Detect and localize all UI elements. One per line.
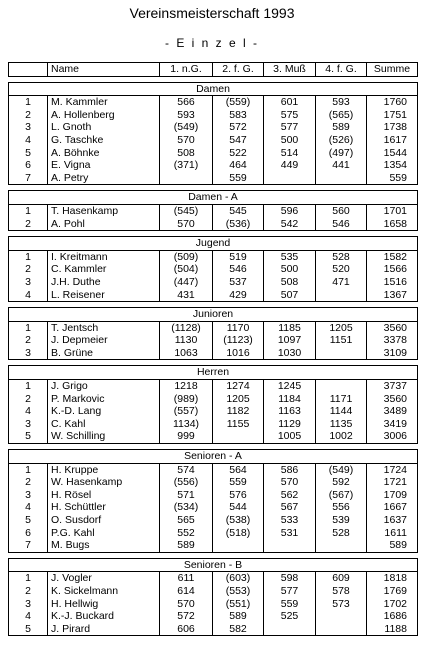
round-4-cell: (549): [316, 463, 367, 476]
round-1-cell: (1128): [160, 321, 213, 334]
results-table: [8, 62, 418, 636]
round-4-cell: [316, 172, 367, 185]
section-header-row: [9, 366, 418, 380]
round-1-cell: 565: [160, 514, 213, 527]
rank-cell: 5: [9, 430, 48, 443]
round-3-cell: 1245: [264, 380, 316, 393]
name-cell: W. Hasenkamp: [48, 476, 160, 489]
round-1-cell: 508: [160, 147, 213, 160]
round-2-cell: (536): [213, 218, 264, 231]
round-4-cell: 592: [316, 476, 367, 489]
name-cell: G. Taschke: [48, 134, 160, 147]
round-4-cell: (526): [316, 134, 367, 147]
table-row: [9, 572, 418, 585]
table-row: [9, 334, 418, 347]
table-row: [9, 501, 418, 514]
table-row: [9, 134, 418, 147]
round-2-cell: 576: [213, 489, 264, 502]
total-cell: 1367: [367, 289, 418, 302]
round-2-cell: [213, 430, 264, 443]
name-cell: J.H. Duthe: [48, 276, 160, 289]
round-2-cell: 583: [213, 109, 264, 122]
round-2-cell: 559: [213, 476, 264, 489]
round-1-cell: (545): [160, 204, 213, 217]
round-2-cell: 1155: [213, 418, 264, 431]
name-cell: A. Böhnke: [48, 147, 160, 160]
round-4-cell: 593: [316, 96, 367, 109]
rank-cell: 3: [9, 276, 48, 289]
round-1-cell: (447): [160, 276, 213, 289]
round-3-cell: 596: [264, 204, 316, 217]
round-1-cell: 570: [160, 598, 213, 611]
rank-cell: 1: [9, 204, 48, 217]
section-header-row: [9, 450, 418, 464]
section-title: Damen - A: [9, 191, 418, 205]
round-4-cell: [316, 610, 367, 623]
section-title: Senioren - A: [9, 450, 418, 464]
round-4-cell: [316, 289, 367, 302]
total-cell: 1751: [367, 109, 418, 122]
round-3-cell: 567: [264, 501, 316, 514]
round-2-cell: 1016: [213, 347, 264, 360]
round-3-cell: 1129: [264, 418, 316, 431]
rank-cell: 5: [9, 147, 48, 160]
total-cell: 3378: [367, 334, 418, 347]
table-row: [9, 347, 418, 360]
total-cell: 1709: [367, 489, 418, 502]
round-1-cell: 1134): [160, 418, 213, 431]
round-2-cell: 559: [213, 172, 264, 185]
round-3-cell: 562: [264, 489, 316, 502]
rank-cell: 2: [9, 109, 48, 122]
round-3-cell: 514: [264, 147, 316, 160]
table-row: [9, 147, 418, 160]
round-2-cell: 582: [213, 623, 264, 636]
header-total: Summe: [367, 63, 418, 77]
table-header-row: [9, 63, 418, 77]
table-row: [9, 539, 418, 552]
table-row: [9, 610, 418, 623]
rank-cell: 4: [9, 134, 48, 147]
rank-cell: 7: [9, 539, 48, 552]
round-1-cell: 1218: [160, 380, 213, 393]
header-round-2: 2. f. G.: [213, 63, 264, 77]
table-row: [9, 585, 418, 598]
round-4-cell: 1151: [316, 334, 367, 347]
rank-cell: 4: [9, 610, 48, 623]
round-1-cell: 571: [160, 489, 213, 502]
round-4-cell: 528: [316, 250, 367, 263]
total-cell: 3737: [367, 380, 418, 393]
round-2-cell: 572: [213, 121, 264, 134]
round-4-cell: 609: [316, 572, 367, 585]
round-4-cell: 539: [316, 514, 367, 527]
round-2-cell: 546: [213, 263, 264, 276]
round-1-cell: (549): [160, 121, 213, 134]
table-row: [9, 393, 418, 406]
round-1-cell: 1063: [160, 347, 213, 360]
total-cell: 1566: [367, 263, 418, 276]
name-cell: A. Petry: [48, 172, 160, 185]
document-subtitle: - E i n z e l -: [164, 36, 259, 50]
round-3-cell: 575: [264, 109, 316, 122]
section-title: Herren: [9, 366, 418, 380]
round-1-cell: 589: [160, 539, 213, 552]
round-3-cell: 500: [264, 134, 316, 147]
name-cell: J. Pirard: [48, 623, 160, 636]
rank-cell: 2: [9, 334, 48, 347]
rank-cell: 1: [9, 250, 48, 263]
round-4-cell: 573: [316, 598, 367, 611]
round-1-cell: 570: [160, 218, 213, 231]
round-3-cell: 1097: [264, 334, 316, 347]
total-cell: 3109: [367, 347, 418, 360]
rank-cell: 4: [9, 405, 48, 418]
total-cell: 1667: [367, 501, 418, 514]
round-4-cell: 471: [316, 276, 367, 289]
round-2-cell: [213, 539, 264, 552]
header-round-3: 3. Muß: [264, 63, 316, 77]
name-cell: A. Hollenberg: [48, 109, 160, 122]
rank-cell: 3: [9, 598, 48, 611]
round-4-cell: (565): [316, 109, 367, 122]
table-row: [9, 418, 418, 431]
round-2-cell: 545: [213, 204, 264, 217]
table-row: [9, 276, 418, 289]
round-2-cell: 519: [213, 250, 264, 263]
round-3-cell: 531: [264, 527, 316, 540]
round-2-cell: 464: [213, 159, 264, 172]
round-3-cell: 507: [264, 289, 316, 302]
header-round-4: 4. f. G.: [316, 63, 367, 77]
round-4-cell: 520: [316, 263, 367, 276]
round-1-cell: 431: [160, 289, 213, 302]
round-4-cell: (497): [316, 147, 367, 160]
table-row: [9, 476, 418, 489]
rank-cell: 3: [9, 418, 48, 431]
total-cell: 1354: [367, 159, 418, 172]
round-3-cell: [264, 539, 316, 552]
name-cell: P.G. Kahl: [48, 527, 160, 540]
table-row: [9, 250, 418, 263]
rank-cell: 7: [9, 172, 48, 185]
total-cell: 1701: [367, 204, 418, 217]
round-1-cell: (989): [160, 393, 213, 406]
round-1-cell: 566: [160, 96, 213, 109]
round-1-cell: 999: [160, 430, 213, 443]
total-cell: 589: [367, 539, 418, 552]
table-row: [9, 463, 418, 476]
header-round-1: 1. n.G.: [160, 63, 213, 77]
round-4-cell: 441: [316, 159, 367, 172]
round-4-cell: 1171: [316, 393, 367, 406]
rank-cell: 1: [9, 96, 48, 109]
round-1-cell: 614: [160, 585, 213, 598]
section-header-row: [9, 308, 418, 322]
table-row: [9, 514, 418, 527]
round-3-cell: 533: [264, 514, 316, 527]
table-row: [9, 109, 418, 122]
round-4-cell: [316, 623, 367, 636]
table-row: [9, 321, 418, 334]
total-cell: 1544: [367, 147, 418, 160]
name-cell: H. Kruppe: [48, 463, 160, 476]
total-cell: 1721: [367, 476, 418, 489]
round-4-cell: 589: [316, 121, 367, 134]
name-cell: J. Grigo: [48, 380, 160, 393]
table-row: [9, 380, 418, 393]
rank-cell: 2: [9, 263, 48, 276]
round-1-cell: 552: [160, 527, 213, 540]
round-4-cell: [316, 539, 367, 552]
round-1-cell: (371): [160, 159, 213, 172]
rank-cell: 1: [9, 572, 48, 585]
name-cell: K. Sickelmann: [48, 585, 160, 598]
rank-cell: 5: [9, 623, 48, 636]
name-cell: B. Grüne: [48, 347, 160, 360]
name-cell: K.-D. Lang: [48, 405, 160, 418]
section-title: Senioren - B: [9, 558, 418, 572]
rank-cell: 1: [9, 321, 48, 334]
round-4-cell: 560: [316, 204, 367, 217]
name-cell: C. Kammler: [48, 263, 160, 276]
name-cell: I. Kreitmann: [48, 250, 160, 263]
round-2-cell: 1274: [213, 380, 264, 393]
total-cell: 1188: [367, 623, 418, 636]
results-body: [9, 76, 418, 636]
round-1-cell: 570: [160, 134, 213, 147]
total-cell: 1658: [367, 218, 418, 231]
total-cell: 1516: [367, 276, 418, 289]
round-3-cell: 559: [264, 598, 316, 611]
table-row: [9, 204, 418, 217]
name-cell: W. Schilling: [48, 430, 160, 443]
total-cell: 559: [367, 172, 418, 185]
rank-cell: 4: [9, 501, 48, 514]
round-4-cell: 578: [316, 585, 367, 598]
total-cell: 3560: [367, 393, 418, 406]
round-4-cell: 1144: [316, 405, 367, 418]
round-1-cell: (534): [160, 501, 213, 514]
name-cell: O. Susdorf: [48, 514, 160, 527]
name-cell: K.-J. Buckard: [48, 610, 160, 623]
total-cell: 1738: [367, 121, 418, 134]
total-cell: 1686: [367, 610, 418, 623]
table-row: [9, 218, 418, 231]
round-4-cell: 528: [316, 527, 367, 540]
round-4-cell: [316, 347, 367, 360]
round-1-cell: (556): [160, 476, 213, 489]
round-1-cell: 574: [160, 463, 213, 476]
round-2-cell: (603): [213, 572, 264, 585]
section-title: Junioren: [9, 308, 418, 322]
document-title: Vereinsmeisterschaft 1993: [129, 5, 295, 21]
round-1-cell: 1130: [160, 334, 213, 347]
name-cell: J. Depmeier: [48, 334, 160, 347]
section-header-row: [9, 191, 418, 205]
round-4-cell: 1002: [316, 430, 367, 443]
round-3-cell: 542: [264, 218, 316, 231]
round-3-cell: 508: [264, 276, 316, 289]
table-row: [9, 159, 418, 172]
round-3-cell: 601: [264, 96, 316, 109]
table-row: [9, 172, 418, 185]
table-row: [9, 623, 418, 636]
total-cell: 1617: [367, 134, 418, 147]
round-3-cell: 1030: [264, 347, 316, 360]
rank-cell: 6: [9, 527, 48, 540]
round-3-cell: 577: [264, 585, 316, 598]
round-1-cell: 611: [160, 572, 213, 585]
round-4-cell: [316, 380, 367, 393]
round-4-cell: 556: [316, 501, 367, 514]
round-3-cell: 525: [264, 610, 316, 623]
round-3-cell: 535: [264, 250, 316, 263]
round-3-cell: 1163: [264, 405, 316, 418]
total-cell: 1769: [367, 585, 418, 598]
rank-cell: 3: [9, 489, 48, 502]
name-cell: J. Vogler: [48, 572, 160, 585]
name-cell: C. Kahl: [48, 418, 160, 431]
round-4-cell: 1205: [316, 321, 367, 334]
rank-cell: 3: [9, 121, 48, 134]
rank-cell: 2: [9, 476, 48, 489]
round-2-cell: 429: [213, 289, 264, 302]
header-name: Name: [48, 63, 160, 77]
rank-cell: 5: [9, 514, 48, 527]
total-cell: 1818: [367, 572, 418, 585]
section-title: Damen: [9, 82, 418, 96]
section-header-row: [9, 558, 418, 572]
name-cell: L. Gnoth: [48, 121, 160, 134]
rank-cell: 1: [9, 463, 48, 476]
round-1-cell: 572: [160, 610, 213, 623]
name-cell: H. Hellwig: [48, 598, 160, 611]
round-2-cell: 537: [213, 276, 264, 289]
name-cell: E. Vigna: [48, 159, 160, 172]
total-cell: 1702: [367, 598, 418, 611]
round-2-cell: 522: [213, 147, 264, 160]
table-row: [9, 96, 418, 109]
round-3-cell: 1184: [264, 393, 316, 406]
total-cell: 1724: [367, 463, 418, 476]
rank-cell: 4: [9, 289, 48, 302]
total-cell: 1760: [367, 96, 418, 109]
total-cell: 1611: [367, 527, 418, 540]
round-2-cell: (1123): [213, 334, 264, 347]
total-cell: 1637: [367, 514, 418, 527]
round-4-cell: 546: [316, 218, 367, 231]
rank-cell: 2: [9, 393, 48, 406]
section-header-row: [9, 237, 418, 251]
table-row: [9, 263, 418, 276]
table-row: [9, 405, 418, 418]
name-cell: A. Pohl: [48, 218, 160, 231]
name-cell: P. Markovic: [48, 393, 160, 406]
round-2-cell: 564: [213, 463, 264, 476]
round-2-cell: 1205: [213, 393, 264, 406]
round-3-cell: 586: [264, 463, 316, 476]
header-rank: [9, 63, 48, 77]
round-1-cell: (509): [160, 250, 213, 263]
name-cell: T. Jentsch: [48, 321, 160, 334]
name-cell: M. Bugs: [48, 539, 160, 552]
section-header-row: [9, 82, 418, 96]
table-row: [9, 598, 418, 611]
total-cell: 1582: [367, 250, 418, 263]
name-cell: M. Kammler: [48, 96, 160, 109]
round-1-cell: (504): [160, 263, 213, 276]
round-3-cell: 577: [264, 121, 316, 134]
round-2-cell: 1170: [213, 321, 264, 334]
table-row: [9, 489, 418, 502]
table-row: [9, 121, 418, 134]
table-row: [9, 527, 418, 540]
round-3-cell: 500: [264, 263, 316, 276]
round-3-cell: [264, 623, 316, 636]
rank-cell: 2: [9, 585, 48, 598]
round-2-cell: (518): [213, 527, 264, 540]
round-2-cell: 1182: [213, 405, 264, 418]
rank-cell: 2: [9, 218, 48, 231]
round-3-cell: 570: [264, 476, 316, 489]
round-1-cell: 593: [160, 109, 213, 122]
round-3-cell: [264, 172, 316, 185]
round-2-cell: 544: [213, 501, 264, 514]
round-3-cell: 449: [264, 159, 316, 172]
round-1-cell: (557): [160, 405, 213, 418]
name-cell: H. Rösel: [48, 489, 160, 502]
total-cell: 3419: [367, 418, 418, 431]
section-title: Jugend: [9, 237, 418, 251]
table-row: [9, 430, 418, 443]
round-2-cell: (551): [213, 598, 264, 611]
name-cell: H. Schüttler: [48, 501, 160, 514]
round-2-cell: (553): [213, 585, 264, 598]
round-1-cell: 606: [160, 623, 213, 636]
round-3-cell: 1185: [264, 321, 316, 334]
round-2-cell: 589: [213, 610, 264, 623]
total-cell: 3489: [367, 405, 418, 418]
round-3-cell: 598: [264, 572, 316, 585]
round-2-cell: (538): [213, 514, 264, 527]
rank-cell: 6: [9, 159, 48, 172]
round-2-cell: (559): [213, 96, 264, 109]
rank-cell: 3: [9, 347, 48, 360]
name-cell: L. Reisener: [48, 289, 160, 302]
rank-cell: 1: [9, 380, 48, 393]
round-3-cell: 1005: [264, 430, 316, 443]
round-4-cell: (567): [316, 489, 367, 502]
round-1-cell: [160, 172, 213, 185]
round-4-cell: 1135: [316, 418, 367, 431]
total-cell: 3560: [367, 321, 418, 334]
round-2-cell: 547: [213, 134, 264, 147]
total-cell: 3006: [367, 430, 418, 443]
name-cell: T. Hasenkamp: [48, 204, 160, 217]
table-row: [9, 289, 418, 302]
